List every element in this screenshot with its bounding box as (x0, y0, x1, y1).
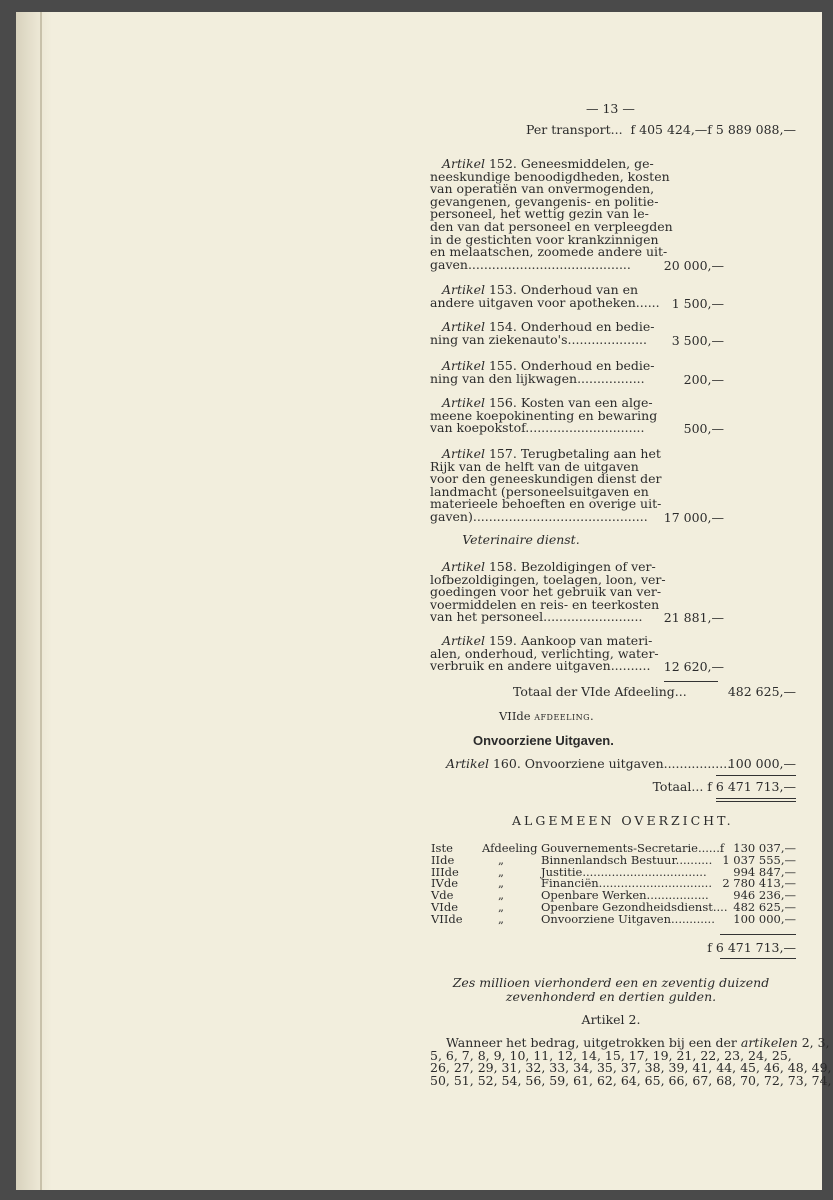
article-number: 158. (488, 559, 517, 574)
article-label: Artikel (442, 395, 485, 410)
overzicht-afd: Afdeeling (482, 841, 538, 855)
page-number: — 13 — (586, 101, 635, 116)
overzicht-name: Binnenlandsch Bestuur.......... (541, 852, 713, 867)
article-number: 154. (488, 319, 517, 334)
artikel-2-heading: Artikel 2. (581, 1012, 641, 1027)
per-transport-line (436, 123, 796, 136)
overzicht-amount: 130 037,— (733, 841, 796, 855)
overzicht-ord: IIde (431, 852, 455, 867)
article-number: 152. (488, 156, 517, 171)
article-line: andere uitgaven voor apotheken...... (430, 294, 660, 310)
overzicht-amount: 100 000,— (733, 911, 796, 926)
article-152 (430, 156, 673, 272)
grand-total-label: Totaal... (652, 779, 704, 794)
article-line: en melaatschen, zoomede andere uit- (430, 244, 668, 260)
article-number: 153. (488, 282, 517, 297)
total-rule-double-1 (716, 798, 796, 799)
artikel-2-line-1: Wanneer het bedrag, uitgetrokken bij een der artikelen 2, 3, (446, 1035, 830, 1050)
article-line: van koepokstof.............................. (430, 420, 645, 436)
article-line: alen, onderhoud, verlichting, water- (430, 645, 659, 661)
subtotal-rule (664, 681, 718, 682)
article-156 (430, 395, 658, 436)
per-transport-amount: f 405 424,— (630, 122, 708, 137)
overzicht-afd: „ (498, 911, 504, 926)
article-line: gaven......................................... (430, 256, 631, 272)
article-text: Onderhoud van en (520, 282, 639, 297)
article-text: Bezoldigingen of ver- (520, 559, 656, 574)
article-158-amount: 21 881,— (663, 610, 724, 626)
overzicht-amount: 482 625,— (733, 900, 796, 914)
article-line: personeel, het wettig gezin van le- (430, 206, 649, 222)
overzicht-amount: 946 236,— (733, 888, 796, 903)
article-line: den van dat personeel en verpleegden (430, 218, 673, 234)
overzicht-ord: VIde (431, 900, 459, 914)
amount-in-words-line-1: Zes millioen vierhonderd een en zeventig duizend (452, 975, 770, 990)
article-line: gaven)............................................ (430, 508, 648, 524)
overzicht-name: Gouvernements-Secretarie......f (541, 841, 725, 855)
section-veterinaire-dienst: Veterinaire dienst. (462, 532, 580, 547)
article-line: van het personeel......................... (430, 609, 643, 625)
grand-total-line (616, 780, 796, 793)
overzicht-afd: „ (498, 864, 504, 879)
article-line: lofbezoldigingen, toelagen, loon, ver- (430, 571, 666, 587)
article-label: Artikel (442, 282, 485, 297)
article-label: Artikel (442, 559, 485, 574)
article-label: Artikel (442, 156, 485, 171)
article-number: 155. (488, 358, 517, 373)
overzicht-afd: „ (498, 888, 504, 903)
overzicht-ord: VIIde (431, 911, 463, 926)
article-line: ning van den lijkwagen................. (430, 370, 645, 386)
article-line: gevangenen, gevangenis- en politie- (430, 193, 659, 209)
article-line: neeskundige benoodigdheden, kosten (430, 168, 670, 184)
article-line: in de gestichten voor krankzinnigen (430, 231, 659, 247)
overzicht-total: f 6 471 713,— (707, 940, 796, 955)
article-number: 156. (488, 395, 517, 410)
section-onvoorziene-uitgaven: Onvoorziene Uitgaven. (473, 733, 614, 748)
per-transport-label: Per transport... (526, 122, 623, 137)
overzicht-amount: 1 037 555,— (722, 852, 796, 867)
totaal-vide-amount: 482 625,— (727, 684, 796, 699)
overzicht-afd: „ (498, 852, 504, 867)
article-line: voor den geneeskundigen dienst der (430, 471, 662, 487)
article-158 (430, 559, 666, 625)
article-line: ning van ziekenauto's.................... (430, 331, 647, 347)
artikel-2-line-2: 5, 6, 7, 8, 9, 10, 11, 12, 14, 15, 17, 19, 21, 22, 23, 24, 25, (430, 1047, 792, 1063)
article-157 (430, 446, 662, 524)
article-text: Aankoop van materi- (520, 633, 653, 648)
article-label: Artikel (442, 446, 485, 461)
article-line: voermiddelen en reis- en teerkosten (430, 596, 660, 612)
article-154 (430, 319, 655, 347)
article-159-amount: 12 620,— (663, 659, 724, 675)
overzicht-name: Onvoorziene Uitgaven............ (541, 911, 715, 926)
artikel-2-paragraph (430, 1035, 832, 1088)
overzicht-name: Openbare Werken................. (541, 888, 709, 903)
overzicht-afd: „ (498, 900, 504, 914)
article-label: Artikel (442, 633, 485, 648)
article-160-text: Artikel 160. Onvoorziene uitgaven................. (446, 756, 732, 771)
article-155 (430, 358, 655, 386)
article-line: verbruik en andere uitgaven.......... (430, 658, 651, 674)
overzicht-ord: IIIde (431, 864, 459, 879)
article-157-amount: 17 000,— (663, 510, 724, 525)
article-line: Rijk van de helft van de uitgaven (430, 458, 639, 474)
article-line: goedingen voor het gebruik van ver- (430, 584, 662, 600)
article-159 (430, 633, 659, 674)
article-154-amount: 3 500,— (671, 332, 724, 348)
page-gutter (16, 12, 52, 1190)
overzicht-rule-top (720, 934, 796, 935)
per-transport-total: f 5 889 088,— (707, 122, 796, 137)
overzicht-heading: ALGEMEEN OVERZICHT. (512, 813, 734, 828)
article-text: Geneesmiddelen, ge- (520, 156, 654, 171)
overzicht-afd: „ (498, 876, 504, 891)
artikel-2-line-4: 50, 51, 52, 54, 56, 59, 61, 62, 64, 65, 66, 67, 68, 70, 72, 73, 74, (430, 1072, 832, 1088)
overzicht-name: Openbare Gezondheidsdienst.... (541, 900, 728, 914)
overzicht-name: Financiën............................... (541, 876, 712, 891)
artikel-2-line-3: 26, 27, 29, 31, 32, 33, 34, 35, 37, 38, 39, 41, 44, 45, 46, 48, 49, (430, 1060, 832, 1076)
grand-total-amount: f 6 471 713,— (707, 779, 796, 794)
total-rule-top (716, 775, 796, 776)
article-153-amount: 1 500,— (671, 295, 724, 311)
article-label: Artikel (442, 319, 485, 334)
total-rule-double-2 (716, 801, 796, 802)
article-text: Kosten van een alge- (520, 395, 653, 410)
page-fold (40, 12, 42, 1190)
article-160-amount: 100 000,— (727, 756, 796, 771)
overzicht-name: Justitie.................................. (541, 864, 707, 879)
amount-in-words-line-2: zevenhonderd en dertien gulden. (505, 989, 717, 1004)
article-text: Onderhoud en bedie- (520, 358, 655, 373)
article-155-amount: 200,— (683, 371, 724, 387)
totaal-vide-label: Totaal der VIde Afdeeling... (513, 684, 687, 699)
article-line: landmacht (personeelsuitgaven en (430, 483, 649, 499)
article-number: 157. (488, 446, 517, 461)
article-line: meene koepokinenting en bewaring (430, 407, 658, 423)
article-152-amount: 20 000,— (663, 257, 724, 273)
overzicht-amount: 2 780 413,— (722, 876, 796, 891)
article-number: 159. (488, 633, 517, 648)
overzicht-amount: 994 847,— (733, 864, 796, 879)
article-line: van operatiën van onvermogenden, (430, 181, 655, 197)
overzicht-ord: Vde (431, 888, 454, 903)
article-153 (430, 282, 660, 310)
article-156-amount: 500,— (683, 421, 724, 437)
article-text: Onderhoud en bedie- (520, 319, 655, 334)
article-text: Terugbetaling aan het (520, 446, 661, 461)
section-viide-afdeeling: VIIde afdeeling. (499, 709, 595, 723)
overzicht-ord: IVde (431, 876, 459, 891)
article-label: Artikel (442, 358, 485, 373)
document-page (16, 12, 832, 1190)
article-line: materieele behoeften en overige uit- (430, 496, 662, 512)
overzicht-ord: Iste (431, 841, 453, 855)
overzicht-rule-bottom (720, 958, 796, 959)
